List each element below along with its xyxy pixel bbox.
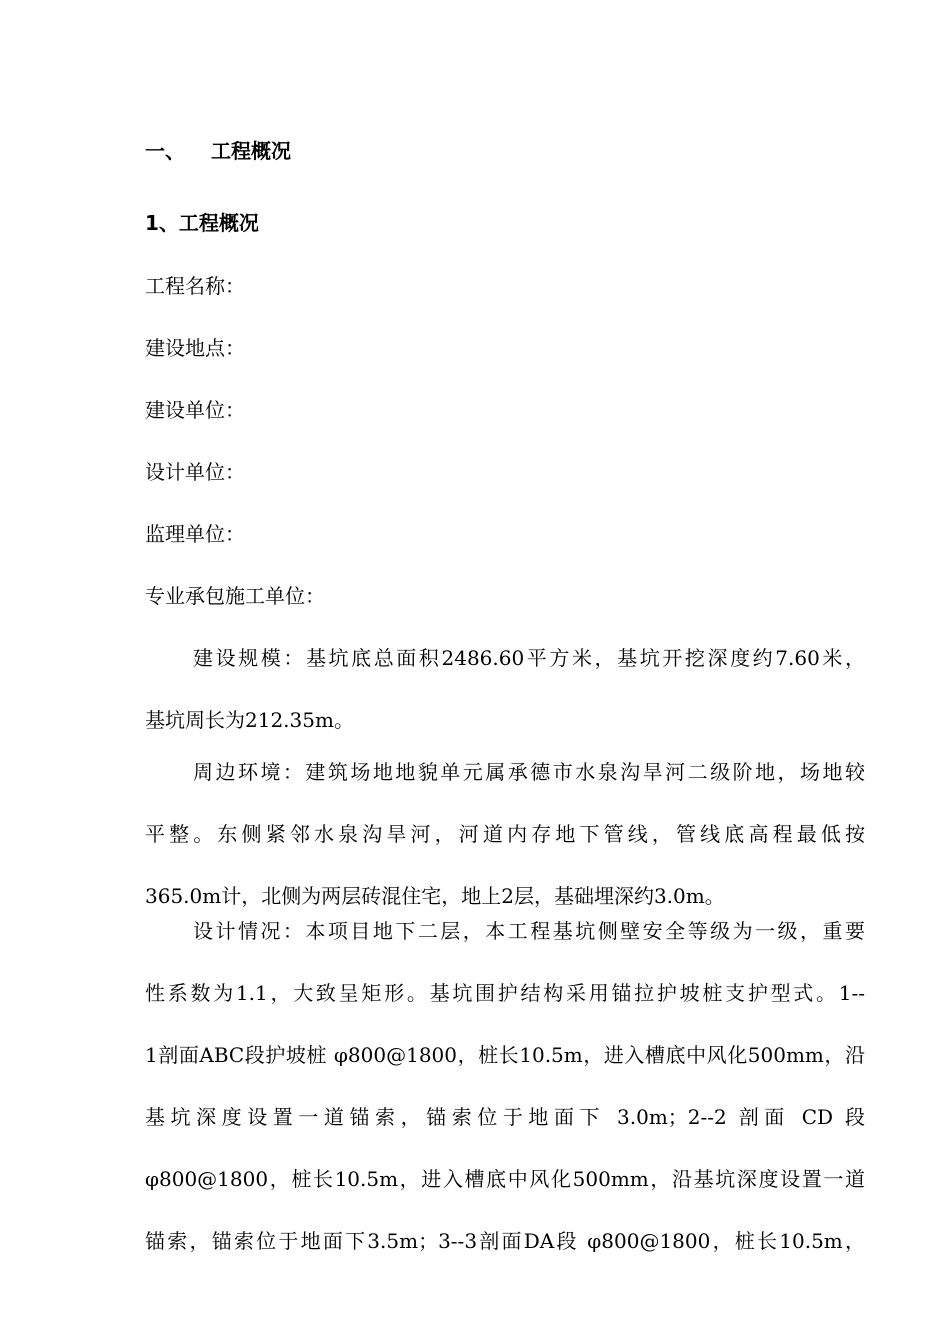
paragraph-design (145, 916, 865, 1288)
paragraph-line: 1剖面ABC段护坡桩 φ800@1800，桩长10.5m，进入槽底中风化500mm，沿 (145, 1043, 865, 1067)
field-contractor: 专业承包施工单位： (145, 584, 325, 608)
paragraph-line: 365.0m计，北侧为两层砖混住宅，地上2层，基础埋深约3.0m。 (145, 884, 725, 908)
paragraph-line: 锚索，锚索位于地面下3.5m；3--3剖面DA段 φ800@1800，桩长10.5m， (145, 1229, 865, 1253)
section-heading (145, 136, 291, 166)
section-title: 工程概况 (211, 139, 291, 163)
field-designer: 设计单位： (145, 460, 245, 484)
paragraph-line: 基坑周长为212.35m。 (145, 708, 354, 732)
subsection-heading: 1、工程概况 (145, 211, 259, 235)
field-project-name: 工程名称： (145, 274, 245, 298)
paragraph-line: 性系数为1.1，大致呈矩形。基坑围护结构采用锚拉护坡桩支护型式。1-- (145, 981, 865, 1005)
paragraph-line: 基坑深度设置一道锚索，锚索位于地面下 3.0m；2--2 剖面 CD 段 (145, 1105, 865, 1129)
field-supervisor: 监理单位： (145, 522, 245, 546)
field-owner: 建设单位： (145, 398, 245, 422)
paragraph-line: 设计情况：本项目地下二层，本工程基坑侧壁安全等级为一级，重要 (193, 919, 865, 943)
section-number: 一、 (145, 139, 185, 163)
paragraph-line: φ800@1800，桩长10.5m，进入槽底中风化500mm，沿基坑深度设置一道 (145, 1167, 865, 1191)
paragraph-line: 建设规模：基坑底总面积2486.60平方米，基坑开挖深度约7.60米， (193, 646, 865, 670)
field-location: 建设地点： (145, 336, 245, 360)
paragraph-scale (145, 643, 865, 767)
paragraph-line: 平整。东侧紧邻水泉沟旱河，河道内存地下管线，管线底高程最低按 (145, 822, 865, 846)
paragraph-line: 周边环境：建筑场地地貌单元属承德市水泉沟旱河二级阶地，场地较 (193, 760, 865, 784)
